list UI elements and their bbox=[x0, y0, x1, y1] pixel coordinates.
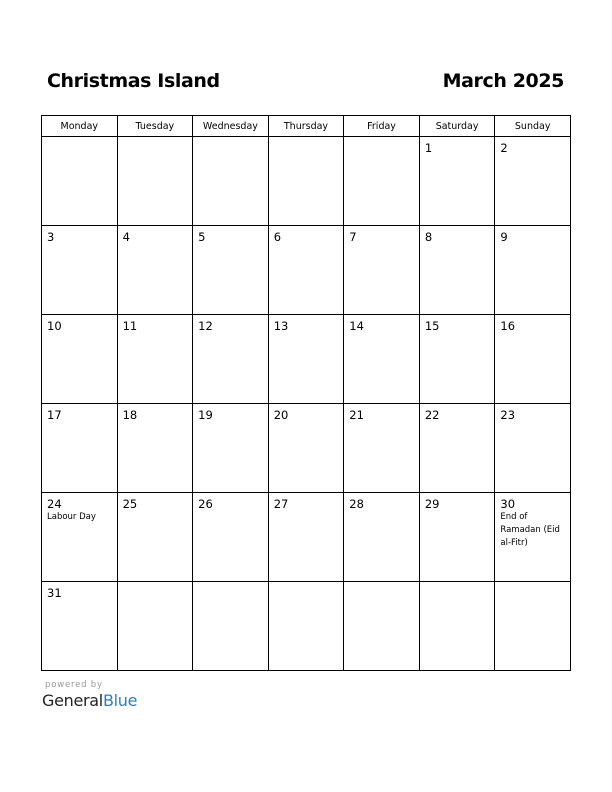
day-cell[interactable] bbox=[268, 404, 344, 493]
day-number: 4 bbox=[122, 230, 130, 244]
day-cell[interactable] bbox=[419, 137, 495, 226]
week-row bbox=[42, 493, 571, 582]
day-number: 17 bbox=[47, 408, 62, 422]
day-cell[interactable] bbox=[419, 404, 495, 493]
week-row bbox=[42, 137, 571, 226]
empty-day-cell bbox=[344, 137, 420, 226]
day-cell[interactable] bbox=[117, 226, 193, 315]
day-cell[interactable] bbox=[419, 493, 495, 582]
day-number: 26 bbox=[198, 497, 213, 511]
day-number: 10 bbox=[47, 319, 62, 333]
empty-day-cell bbox=[117, 137, 193, 226]
weekday-saturday: Saturday bbox=[419, 116, 495, 137]
weekday-wednesday: Wednesday bbox=[193, 116, 269, 137]
empty-day-cell bbox=[268, 582, 344, 671]
day-number: 3 bbox=[47, 230, 55, 244]
holiday-label: Labour Day bbox=[47, 512, 96, 522]
empty-day-cell bbox=[193, 582, 269, 671]
weekday-friday: Friday bbox=[344, 116, 420, 137]
holiday-label: End of Ramadan (Eid al-Fitr) bbox=[500, 512, 560, 548]
week-row bbox=[42, 226, 571, 315]
day-number: 28 bbox=[349, 497, 364, 511]
day-number: 29 bbox=[424, 497, 440, 511]
day-number: 5 bbox=[198, 230, 206, 244]
day-cell[interactable] bbox=[495, 404, 571, 493]
day-number: 13 bbox=[273, 319, 289, 333]
day-cell[interactable] bbox=[268, 226, 344, 315]
day-cell[interactable] bbox=[117, 315, 193, 404]
day-cell[interactable] bbox=[419, 226, 495, 315]
day-cell[interactable] bbox=[42, 493, 118, 582]
week-row bbox=[42, 315, 571, 404]
day-cell[interactable] bbox=[344, 493, 420, 582]
month-calendar-grid bbox=[41, 115, 571, 671]
day-number: 20 bbox=[273, 408, 289, 422]
day-number: 30 bbox=[500, 497, 516, 511]
day-number: 15 bbox=[424, 319, 440, 333]
day-cell[interactable] bbox=[42, 315, 118, 404]
day-cell[interactable] bbox=[495, 226, 571, 315]
powered-by-text: powered by bbox=[45, 680, 103, 690]
day-number: 24 bbox=[47, 497, 62, 511]
brand-text-general: General bbox=[42, 691, 103, 710]
day-number: 22 bbox=[424, 408, 440, 422]
day-number: 7 bbox=[349, 230, 357, 244]
weekday-monday: Monday bbox=[42, 116, 118, 137]
weekday-header-row bbox=[42, 116, 571, 137]
day-cell[interactable] bbox=[344, 226, 420, 315]
day-number: 1 bbox=[424, 141, 433, 155]
day-number: 18 bbox=[122, 408, 138, 422]
day-number: 21 bbox=[349, 408, 364, 422]
day-number: 19 bbox=[198, 408, 213, 422]
week-row bbox=[42, 404, 571, 493]
week-row bbox=[42, 582, 571, 671]
day-cell[interactable] bbox=[268, 493, 344, 582]
day-number: 6 bbox=[273, 230, 282, 244]
day-cell[interactable] bbox=[193, 493, 269, 582]
generalblue-logo[interactable] bbox=[42, 691, 137, 710]
day-cell[interactable] bbox=[495, 315, 571, 404]
weekday-thursday: Thursday bbox=[268, 116, 344, 137]
day-number: 12 bbox=[198, 319, 213, 333]
day-cell[interactable] bbox=[344, 315, 420, 404]
region-title: Christmas Island bbox=[47, 70, 220, 92]
day-cell[interactable] bbox=[117, 493, 193, 582]
day-cell[interactable] bbox=[268, 315, 344, 404]
day-cell[interactable] bbox=[193, 315, 269, 404]
empty-day-cell bbox=[495, 582, 571, 671]
day-cell[interactable] bbox=[495, 137, 571, 226]
day-cell[interactable] bbox=[42, 404, 118, 493]
empty-day-cell bbox=[42, 137, 118, 226]
empty-day-cell bbox=[344, 582, 420, 671]
weekday-sunday: Sunday bbox=[495, 116, 571, 137]
day-number: 23 bbox=[500, 408, 516, 422]
empty-day-cell bbox=[117, 582, 193, 671]
day-number: 9 bbox=[500, 230, 508, 244]
day-number: 11 bbox=[122, 319, 138, 333]
day-cell[interactable] bbox=[117, 404, 193, 493]
day-cell[interactable] bbox=[344, 404, 420, 493]
day-number: 2 bbox=[500, 141, 508, 155]
empty-day-cell bbox=[193, 137, 269, 226]
brand-text-blue: Blue bbox=[102, 691, 138, 710]
day-number: 25 bbox=[122, 497, 138, 511]
day-number: 8 bbox=[424, 230, 433, 244]
calendar-body bbox=[42, 137, 571, 671]
empty-day-cell bbox=[268, 137, 344, 226]
day-cell[interactable] bbox=[495, 493, 571, 582]
day-cell[interactable] bbox=[42, 226, 118, 315]
calendar-header bbox=[47, 70, 564, 98]
day-number: 27 bbox=[273, 497, 289, 511]
day-cell[interactable] bbox=[42, 582, 118, 671]
weekday-tuesday: Tuesday bbox=[117, 116, 193, 137]
day-cell[interactable] bbox=[193, 226, 269, 315]
month-title: March 2025 bbox=[442, 70, 564, 92]
day-number: 31 bbox=[47, 586, 62, 600]
day-cell[interactable] bbox=[193, 404, 269, 493]
footer-branding bbox=[42, 680, 137, 710]
empty-day-cell bbox=[419, 582, 495, 671]
day-cell[interactable] bbox=[419, 315, 495, 404]
day-number: 14 bbox=[349, 319, 364, 333]
day-number: 16 bbox=[500, 319, 516, 333]
